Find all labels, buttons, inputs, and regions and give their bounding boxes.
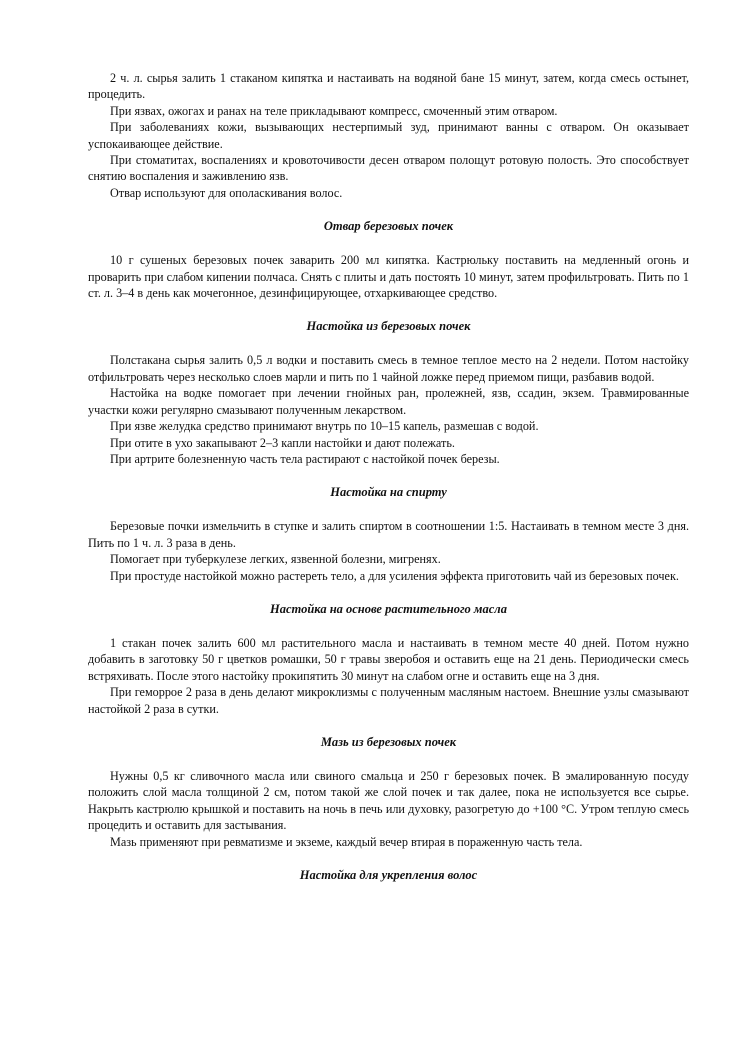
paragraph: При язве желудка средство принимают внутрь по 10–15 капель, размешав с водой. bbox=[110, 419, 539, 434]
paragraph: Нужны 0,5 кг сливочного масла или свиного смальца и 250 г березовых почек. В эмалированную посуду положить слой масла толщиной 2 см, потом такой же слой почек и так далее, пока не используется все сырье. Накрыть кастрюлю крышкой и поставить на ночь в печь или духовку, разогретую до +100 °C. Утром теплую смесь процедить и оставить для застывания. bbox=[88, 768, 689, 833]
paragraph: 2 ч. л. сырья залить 1 стаканом кипятка и настаивать на водяной бане 15 минут, затем, когда смесь остынет, процедить. bbox=[88, 71, 689, 102]
paragraph: Мазь применяют при ревматизме и экземе, каждый вечер втирая в пораженную часть тела. bbox=[110, 834, 583, 849]
section-oil-tincture bbox=[88, 601, 689, 717]
section-heading: Настойка из березовых почек bbox=[306, 319, 471, 334]
paragraph: Полстакана сырья залить 0,5 л водки и поставить смесь в темное теплое место на 2 недели. Потом настойку отфильтровать через несколько слоев марли и пить по 1 чайной ложке перед приемом пищи, разбавив водой. bbox=[88, 353, 689, 384]
section-heading: Настойка для укрепления волос bbox=[299, 868, 478, 882]
paragraph: При язвах, ожогах и ранах на теле прикладывают компресс, смоченный этим отваром. bbox=[110, 103, 558, 118]
section-intro bbox=[88, 70, 689, 201]
paragraph: Отвар используют для ополаскивания волос. bbox=[110, 185, 343, 200]
section-alcohol-tincture bbox=[88, 484, 689, 584]
section-hair-tincture bbox=[88, 867, 689, 883]
paragraph: 1 стакан почек залить 600 мл растительного масла и настаивать в темном месте 40 дней. Потом нужно добавить в заготовку 50 г цветков ромашки, 50 г травы зверобоя и оставить еще на 21 день. Периодически смесь встряхивать. После этого настойку прокипятить 30 минут на слабом огне и оставить еще на 3 дня. bbox=[88, 635, 689, 683]
section-heading: Мазь из березовых почек bbox=[320, 734, 457, 749]
section-heading: Настойка на основе растительного масла bbox=[270, 601, 507, 616]
paragraph: Березовые почки измельчить в ступке и залить спиртом в соотношении 1:5. Настаивать в темном месте 3 дня. Пить по 1 ч. л. 3 раза в день. bbox=[88, 519, 689, 550]
section-heading: Отвар березовых почек bbox=[323, 219, 454, 234]
paragraph: При артрите болезненную часть тела растирают с настойкой почек березы. bbox=[110, 451, 500, 466]
paragraph: Помогает при туберкулезе легких, язвенной болезни, мигренях. bbox=[110, 552, 441, 567]
paragraph: При отите в ухо закапывают 2–3 капли настойки и дают полежать. bbox=[110, 435, 455, 450]
paragraph: Настойка на водке помогает при лечении гнойных ран, пролежней, язв, ссадин, экзем. Травмированные участки кожи регулярно смазывают полученным лекарством. bbox=[88, 386, 689, 417]
section-birch-bud-ointment bbox=[88, 734, 689, 850]
paragraph: При геморрое 2 раза в день делают микроклизмы с полученным масляным настоем. Внешние узлы смазывают настойкой 2 раза в сутки. bbox=[88, 685, 689, 716]
paragraph: При простуде настойкой можно растереть тело, а для усиления эффекта приготовить чай из березовых почек. bbox=[110, 568, 679, 583]
paragraph: 10 г сушеных березовых почек заварить 200 мл кипятка. Кастрюльку поставить на медленный огонь и проварить при слабом кипении полчаса. Снять с плиты и дать постоять 10 минут, затем профильтровать. Пить по 1 ст. л. 3–4 в день как мочегонное, дезинфицирующее, отхаркивающее средство. bbox=[88, 253, 689, 301]
paragraph: При заболеваниях кожи, вызывающих нестерпимый зуд, принимают ванны с отваром. Он оказывает успокаивающее действие. bbox=[88, 120, 689, 151]
paragraph: При стоматитах, воспалениях и кровоточивости десен отваром полощут ротовую полость. Это способствует снятию воспаления и заживлению язв. bbox=[88, 153, 689, 184]
section-birch-bud-tincture bbox=[88, 318, 689, 467]
section-heading: Настойка на спирту bbox=[330, 485, 447, 500]
section-birch-bud-decoction bbox=[88, 218, 689, 301]
